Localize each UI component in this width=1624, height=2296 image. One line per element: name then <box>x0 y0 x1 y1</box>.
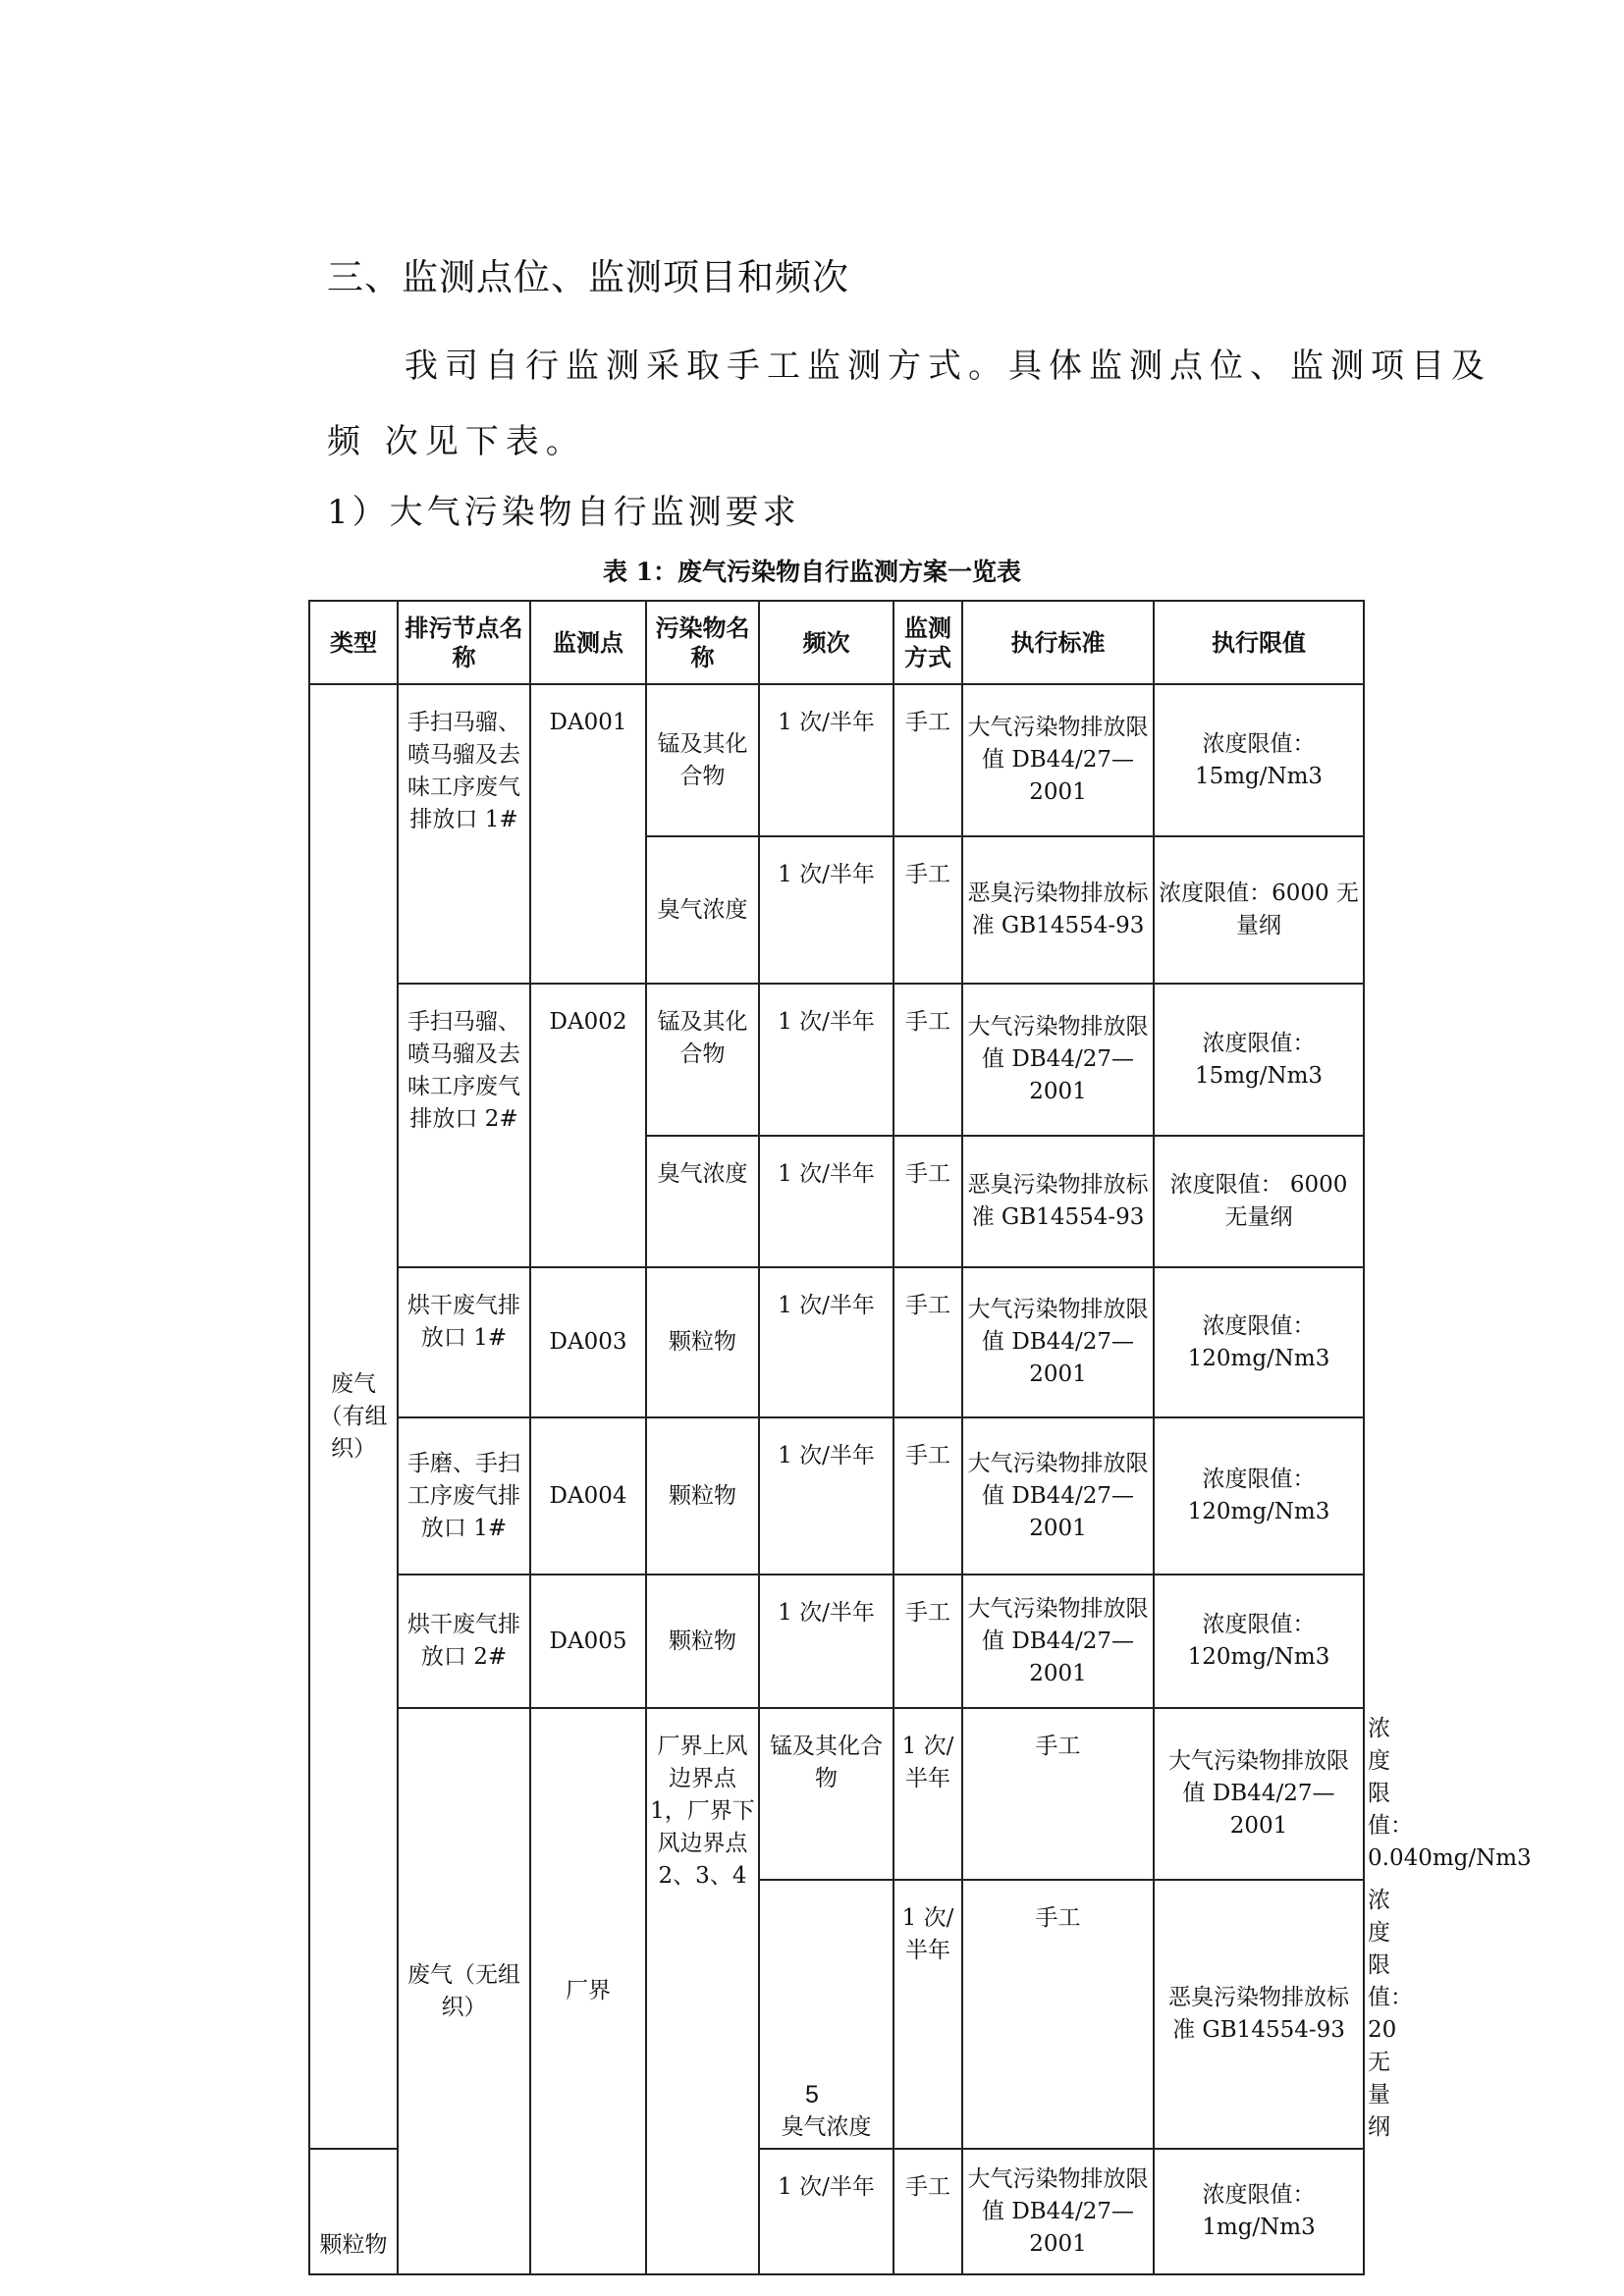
table-header-row <box>309 601 1364 684</box>
header-limit: 执行限值 <box>1154 601 1364 684</box>
pollutant-cell: 颗粒物 <box>646 1417 759 1575</box>
monitoring-plan-table <box>308 600 1532 2275</box>
frequency-cell: 1 次/半年 <box>759 1417 893 1575</box>
point-cell: DA002 <box>530 984 646 1267</box>
limit-cell: 浓度限值：6000 无量纲 <box>1154 836 1364 984</box>
table-caption: 表 1：废气污染物自行监测方案一览表 <box>602 558 1022 586</box>
pollutant-cell: 颗粒物 <box>309 2149 398 2274</box>
pollutant-cell: 臭气浓度 <box>646 1136 759 1267</box>
standard-cell: 大气污染物排放限值 DB44/27—2001 <box>962 1267 1154 1417</box>
type-cell: 废气（无组织） <box>398 1708 530 2274</box>
table-row <box>309 684 1364 836</box>
limit-cell: 浓度限值： 6000 无量纲 <box>1154 1136 1364 1267</box>
header-standard: 执行标准 <box>962 601 1154 684</box>
section-heading: 三、监测点位、监测项目和频次 <box>327 256 849 298</box>
frequency-cell: 1 次/半年 <box>759 1267 893 1417</box>
intro-paragraph-line-1: 我司自行监测采取手工监测方式。具体监测点位、监测项目及 <box>405 347 1491 386</box>
frequency-cell: 1 次/半年 <box>893 1880 962 2149</box>
limit-cell: 浓度限值：15mg/Nm3 <box>1154 684 1364 836</box>
pollutant-cell: 颗粒物 <box>646 1575 759 1708</box>
page-number: 5 <box>805 2081 819 2109</box>
method-cell: 手工 <box>893 2149 962 2274</box>
standard-cell: 大气污染物排放限值 DB44/27—2001 <box>962 684 1154 836</box>
table-row: 臭气浓度 1 次/半年 手工 恶臭污染物排放标准 GB14554-93 浓度限值：20 无量纲 <box>309 1880 1364 2149</box>
standard-cell: 大气污染物排放限值 DB44/27—2001 <box>962 1575 1154 1708</box>
node-cell: 手磨、手扫工序废气排放口 1# <box>398 1417 530 1575</box>
method-cell: 手工 <box>893 836 962 984</box>
header-node-name: 排污节点名称 <box>398 601 530 684</box>
frequency-cell: 1 次/半年 <box>759 984 893 1136</box>
method-cell: 手工 <box>893 1417 962 1575</box>
frequency-cell: 1 次/半年 <box>759 684 893 836</box>
frequency-cell: 1 次/半年 <box>759 1575 893 1708</box>
standard-cell: 大气污染物排放限值 DB44/27—2001 <box>962 1417 1154 1575</box>
table-row: 废气（无组织） 厂界 厂界上风边界点 1，厂界下风边界点 2、3、4 锰及其化合物 1 次/半年 手工 大气污染物排放限值 DB44/27—2001 浓度限值：0.040mg/Nm3 <box>309 1708 1364 1880</box>
standard-cell: 恶臭污染物排放标准 GB14554-93 <box>962 1136 1154 1267</box>
frequency-cell: 1 次/半年 <box>759 1136 893 1267</box>
frequency-cell: 1 次/半年 <box>893 1708 962 1880</box>
method-cell: 手工 <box>893 684 962 836</box>
method-cell: 手工 <box>893 1267 962 1417</box>
standard-cell: 恶臭污染物排放标准 GB14554-93 <box>962 836 1154 984</box>
method-cell: 手工 <box>893 1136 962 1267</box>
table-row <box>309 1575 1364 1708</box>
point-cell: 厂界上风边界点 1，厂界下风边界点 2、3、4 <box>646 1708 759 2274</box>
point-cell: DA005 <box>530 1575 646 1708</box>
header-method: 监测方式 <box>893 601 962 684</box>
pollutant-cell: 锰及其化合物 <box>646 684 759 836</box>
header-monitoring-point: 监测点 <box>530 601 646 684</box>
limit-cell: 浓度限值：120mg/Nm3 <box>1154 1417 1364 1575</box>
node-cell: 烘干废气排放口 1# <box>398 1267 530 1417</box>
standard-cell: 大气污染物排放限值 DB44/27—2001 <box>962 2149 1154 2274</box>
table-row <box>309 984 1364 1136</box>
pollutant-cell: 颗粒物 <box>646 1267 759 1417</box>
method-cell: 手工 <box>962 1880 1154 2149</box>
method-cell: 手工 <box>893 984 962 1136</box>
node-cell: 烘干废气排放口 2# <box>398 1575 530 1708</box>
type-cell: 废气（有组织） <box>309 684 398 2149</box>
limit-cell: 浓度限值：15mg/Nm3 <box>1154 984 1364 1136</box>
pollutant-cell: 臭气浓度 <box>646 836 759 984</box>
pollutant-cell: 锰及其化合物 <box>759 1708 893 1880</box>
node-cell: 手扫马骝、喷马骝及去味工序废气排放口 1# <box>398 684 530 984</box>
point-cell: DA003 <box>530 1267 646 1417</box>
standard-cell: 大气污染物排放限值 DB44/27—2001 <box>962 984 1154 1136</box>
subsection-heading: 1）大气污染物自行监测要求 <box>327 493 800 532</box>
point-cell: DA004 <box>530 1417 646 1575</box>
header-frequency: 频次 <box>759 601 893 684</box>
method-cell: 手工 <box>893 1575 962 1708</box>
standard-cell: 大气污染物排放限值 DB44/27—2001 <box>1154 1708 1364 1880</box>
method-cell: 手工 <box>962 1708 1154 1880</box>
pollutant-cell: 臭气浓度 <box>759 1880 893 2149</box>
standard-cell: 恶臭污染物排放标准 GB14554-93 <box>1154 1880 1364 2149</box>
point-cell: DA001 <box>530 684 646 984</box>
header-pollutant: 污染物名称 <box>646 601 759 684</box>
limit-cell: 浓度限值：1mg/Nm3 <box>1154 2149 1364 2274</box>
frequency-cell: 1 次/半年 <box>759 836 893 984</box>
header-type: 类型 <box>309 601 398 684</box>
intro-paragraph-line-2: 频 次见下表。 <box>327 422 586 461</box>
node-cell: 厂界 <box>530 1708 646 2274</box>
node-cell: 手扫马骝、喷马骝及去味工序废气排放口 2# <box>398 984 530 1267</box>
table-row <box>309 1417 1364 1575</box>
table-row <box>309 1267 1364 1417</box>
frequency-cell: 1 次/半年 <box>759 2149 893 2274</box>
limit-cell: 浓度限值：120mg/Nm3 <box>1154 1575 1364 1708</box>
pollutant-cell: 锰及其化合物 <box>646 984 759 1136</box>
limit-cell: 浓度限值：120mg/Nm3 <box>1154 1267 1364 1417</box>
